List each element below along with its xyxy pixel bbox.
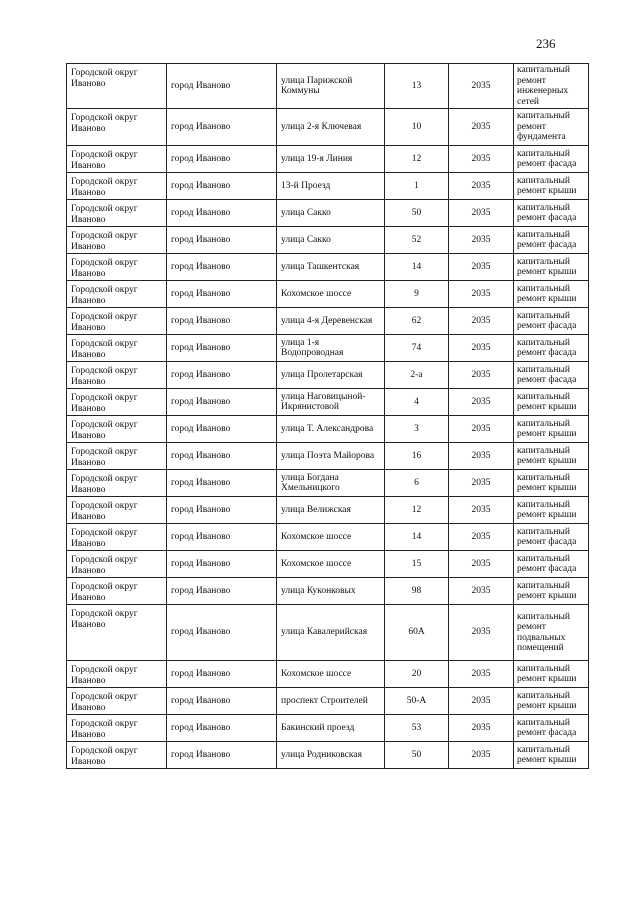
cell-year: 2035	[449, 524, 514, 551]
cell-street: улица Ташкентская	[277, 254, 385, 281]
cell-house-number: 14	[385, 254, 449, 281]
cell-house-number: 50-А	[385, 688, 449, 715]
cell-house-number: 14	[385, 524, 449, 551]
cell-city: город Иваново	[167, 254, 277, 281]
table-row	[67, 173, 589, 200]
cell-street: улица Кавалерийская	[277, 605, 385, 661]
cell-district: Городской округ Иваново	[67, 497, 167, 524]
cell-district: Городской округ Иваново	[67, 661, 167, 688]
cell-district: Городской округ Иваново	[67, 715, 167, 742]
cell-house-number: 62	[385, 308, 449, 335]
cell-house-number: 98	[385, 578, 449, 605]
cell-district: Городской округ Иваново	[67, 109, 167, 146]
cell-district: Городской округ Иваново	[67, 200, 167, 227]
cell-house-number: 15	[385, 551, 449, 578]
table-row	[67, 308, 589, 335]
cell-work-type: капитальный ремонт крыши	[514, 661, 589, 688]
cell-year: 2035	[449, 173, 514, 200]
cell-house-number: 9	[385, 281, 449, 308]
cell-district: Городской округ Иваново	[67, 64, 167, 109]
cell-city: город Иваново	[167, 578, 277, 605]
cell-city: город Иваново	[167, 742, 277, 769]
cell-city: город Иваново	[167, 524, 277, 551]
cell-work-type: капитальный ремонт фасада	[514, 308, 589, 335]
cell-district: Городской округ Иваново	[67, 173, 167, 200]
cell-district: Городской округ Иваново	[67, 308, 167, 335]
cell-city: город Иваново	[167, 200, 277, 227]
cell-district: Городской округ Иваново	[67, 688, 167, 715]
cell-street: улица Богдана Хмельницкого	[277, 470, 385, 497]
cell-work-type: капитальный ремонт крыши	[514, 443, 589, 470]
cell-house-number: 1	[385, 173, 449, 200]
cell-district: Городской округ Иваново	[67, 281, 167, 308]
cell-house-number: 10	[385, 109, 449, 146]
cell-work-type: капитальный ремонт крыши	[514, 173, 589, 200]
cell-street: улица Сакко	[277, 200, 385, 227]
table-row	[67, 227, 589, 254]
cell-city: город Иваново	[167, 661, 277, 688]
cell-work-type: капитальный ремонт фасада	[514, 146, 589, 173]
table-row	[67, 443, 589, 470]
cell-house-number: 74	[385, 335, 449, 362]
cell-year: 2035	[449, 362, 514, 389]
cell-year: 2035	[449, 688, 514, 715]
cell-district: Городской округ Иваново	[67, 389, 167, 416]
cell-city: город Иваново	[167, 497, 277, 524]
cell-street: Кохомское шоссе	[277, 524, 385, 551]
cell-year: 2035	[449, 551, 514, 578]
cell-year: 2035	[449, 281, 514, 308]
cell-work-type: капитальный ремонт фасада	[514, 227, 589, 254]
cell-street: проспект Строителей	[277, 688, 385, 715]
cell-year: 2035	[449, 578, 514, 605]
cell-street: 13-й Проезд	[277, 173, 385, 200]
cell-work-type: капитальный ремонт фасада	[514, 551, 589, 578]
cell-district: Городской округ Иваново	[67, 416, 167, 443]
cell-work-type: капитальный ремонт подвальных помещений	[514, 605, 589, 661]
cell-house-number: 53	[385, 715, 449, 742]
table-row	[67, 661, 589, 688]
cell-work-type: капитальный ремонт крыши	[514, 688, 589, 715]
cell-year: 2035	[449, 227, 514, 254]
cell-city: город Иваново	[167, 470, 277, 497]
cell-year: 2035	[449, 109, 514, 146]
page-number: 236	[536, 36, 556, 51]
cell-street: Кохомское шоссе	[277, 281, 385, 308]
table-row	[67, 416, 589, 443]
cell-street: улица Пролетарская	[277, 362, 385, 389]
cell-house-number: 52	[385, 227, 449, 254]
cell-work-type: капитальный ремонт крыши	[514, 416, 589, 443]
cell-year: 2035	[449, 146, 514, 173]
cell-city: город Иваново	[167, 416, 277, 443]
cell-city: город Иваново	[167, 281, 277, 308]
cell-district: Городской округ Иваново	[67, 742, 167, 769]
cell-city: город Иваново	[167, 227, 277, 254]
cell-district: Городской округ Иваново	[67, 524, 167, 551]
cell-house-number: 12	[385, 146, 449, 173]
cell-district: Городской округ Иваново	[67, 551, 167, 578]
table-row	[67, 335, 589, 362]
cell-city: город Иваново	[167, 335, 277, 362]
cell-year: 2035	[449, 200, 514, 227]
table-row	[67, 64, 589, 109]
cell-city: город Иваново	[167, 109, 277, 146]
table-row	[67, 389, 589, 416]
cell-district: Городской округ Иваново	[67, 443, 167, 470]
cell-house-number: 3	[385, 416, 449, 443]
table-row	[67, 362, 589, 389]
cell-district: Городской округ Иваново	[67, 470, 167, 497]
cell-city: город Иваново	[167, 362, 277, 389]
cell-work-type: капитальный ремонт крыши	[514, 742, 589, 769]
cell-year: 2035	[449, 742, 514, 769]
cell-district: Городской округ Иваново	[67, 254, 167, 281]
cell-house-number: 6	[385, 470, 449, 497]
table-row	[67, 578, 589, 605]
cell-house-number: 50	[385, 200, 449, 227]
cell-house-number: 12	[385, 497, 449, 524]
cell-city: город Иваново	[167, 715, 277, 742]
table-row	[67, 281, 589, 308]
cell-district: Городской округ Иваново	[67, 335, 167, 362]
cell-work-type: капитальный ремонт фасада	[514, 200, 589, 227]
cell-house-number: 2-а	[385, 362, 449, 389]
table-row	[67, 551, 589, 578]
cell-street: улица Велижская	[277, 497, 385, 524]
cell-street: улица 1-я Водопроводная	[277, 335, 385, 362]
cell-house-number: 4	[385, 389, 449, 416]
cell-house-number: 50	[385, 742, 449, 769]
cell-street: улица Сакко	[277, 227, 385, 254]
cell-district: Городской округ Иваново	[67, 578, 167, 605]
cell-work-type: капитальный ремонт крыши	[514, 389, 589, 416]
cell-city: город Иваново	[167, 605, 277, 661]
cell-work-type: капитальный ремонт крыши	[514, 254, 589, 281]
cell-year: 2035	[449, 416, 514, 443]
cell-city: город Иваново	[167, 146, 277, 173]
cell-city: город Иваново	[167, 688, 277, 715]
table-row	[67, 146, 589, 173]
table-row	[67, 715, 589, 742]
cell-year: 2035	[449, 605, 514, 661]
cell-house-number: 13	[385, 64, 449, 109]
cell-district: Городской округ Иваново	[67, 146, 167, 173]
cell-street: улица Т. Александрова	[277, 416, 385, 443]
cell-year: 2035	[449, 64, 514, 109]
cell-house-number: 20	[385, 661, 449, 688]
cell-work-type: капитальный ремонт фундамента	[514, 109, 589, 146]
table-row	[67, 200, 589, 227]
cell-year: 2035	[449, 335, 514, 362]
cell-work-type: капитальный ремонт фасада	[514, 715, 589, 742]
cell-street: улица Парижской Коммуны	[277, 64, 385, 109]
cell-street: улица 4-я Деревенская	[277, 308, 385, 335]
cell-year: 2035	[449, 389, 514, 416]
cell-street: Бакинский проезд	[277, 715, 385, 742]
cell-street: улица Наговицыной-Икрянистовой	[277, 389, 385, 416]
cell-year: 2035	[449, 470, 514, 497]
table-row	[67, 742, 589, 769]
cell-street: улица Куконковых	[277, 578, 385, 605]
cell-year: 2035	[449, 308, 514, 335]
cell-year: 2035	[449, 497, 514, 524]
cell-house-number: 60А	[385, 605, 449, 661]
cell-work-type: капитальный ремонт крыши	[514, 470, 589, 497]
cell-district: Городской округ Иваново	[67, 362, 167, 389]
table-row	[67, 688, 589, 715]
cell-work-type: капитальный ремонт фасада	[514, 362, 589, 389]
cell-city: город Иваново	[167, 443, 277, 470]
cell-city: город Иваново	[167, 64, 277, 109]
table-body	[67, 64, 589, 769]
cell-year: 2035	[449, 661, 514, 688]
table-row	[67, 470, 589, 497]
cell-work-type: капитальный ремонт крыши	[514, 281, 589, 308]
cell-year: 2035	[449, 254, 514, 281]
repair-schedule-table	[66, 63, 589, 769]
cell-district: Городской округ Иваново	[67, 227, 167, 254]
cell-street: улица Поэта Майорова	[277, 443, 385, 470]
cell-city: город Иваново	[167, 308, 277, 335]
cell-street: Кохомское шоссе	[277, 661, 385, 688]
table-row	[67, 605, 589, 661]
cell-city: город Иваново	[167, 389, 277, 416]
cell-work-type: капитальный ремонт фасада	[514, 335, 589, 362]
cell-work-type: капитальный ремонт инженерных сетей	[514, 64, 589, 109]
cell-work-type: капитальный ремонт крыши	[514, 497, 589, 524]
table-row	[67, 524, 589, 551]
cell-house-number: 16	[385, 443, 449, 470]
cell-street: Кохомское шоссе	[277, 551, 385, 578]
table-row	[67, 254, 589, 281]
cell-year: 2035	[449, 443, 514, 470]
cell-street: улица Родниковская	[277, 742, 385, 769]
cell-city: город Иваново	[167, 551, 277, 578]
cell-street: улица 19-я Линия	[277, 146, 385, 173]
cell-street: улица 2-я Ключевая	[277, 109, 385, 146]
cell-city: город Иваново	[167, 173, 277, 200]
table-row	[67, 109, 589, 146]
table-row	[67, 497, 589, 524]
cell-district: Городской округ Иваново	[67, 605, 167, 661]
cell-work-type: капитальный ремонт крыши	[514, 578, 589, 605]
cell-work-type: капитальный ремонт фасада	[514, 524, 589, 551]
cell-year: 2035	[449, 715, 514, 742]
